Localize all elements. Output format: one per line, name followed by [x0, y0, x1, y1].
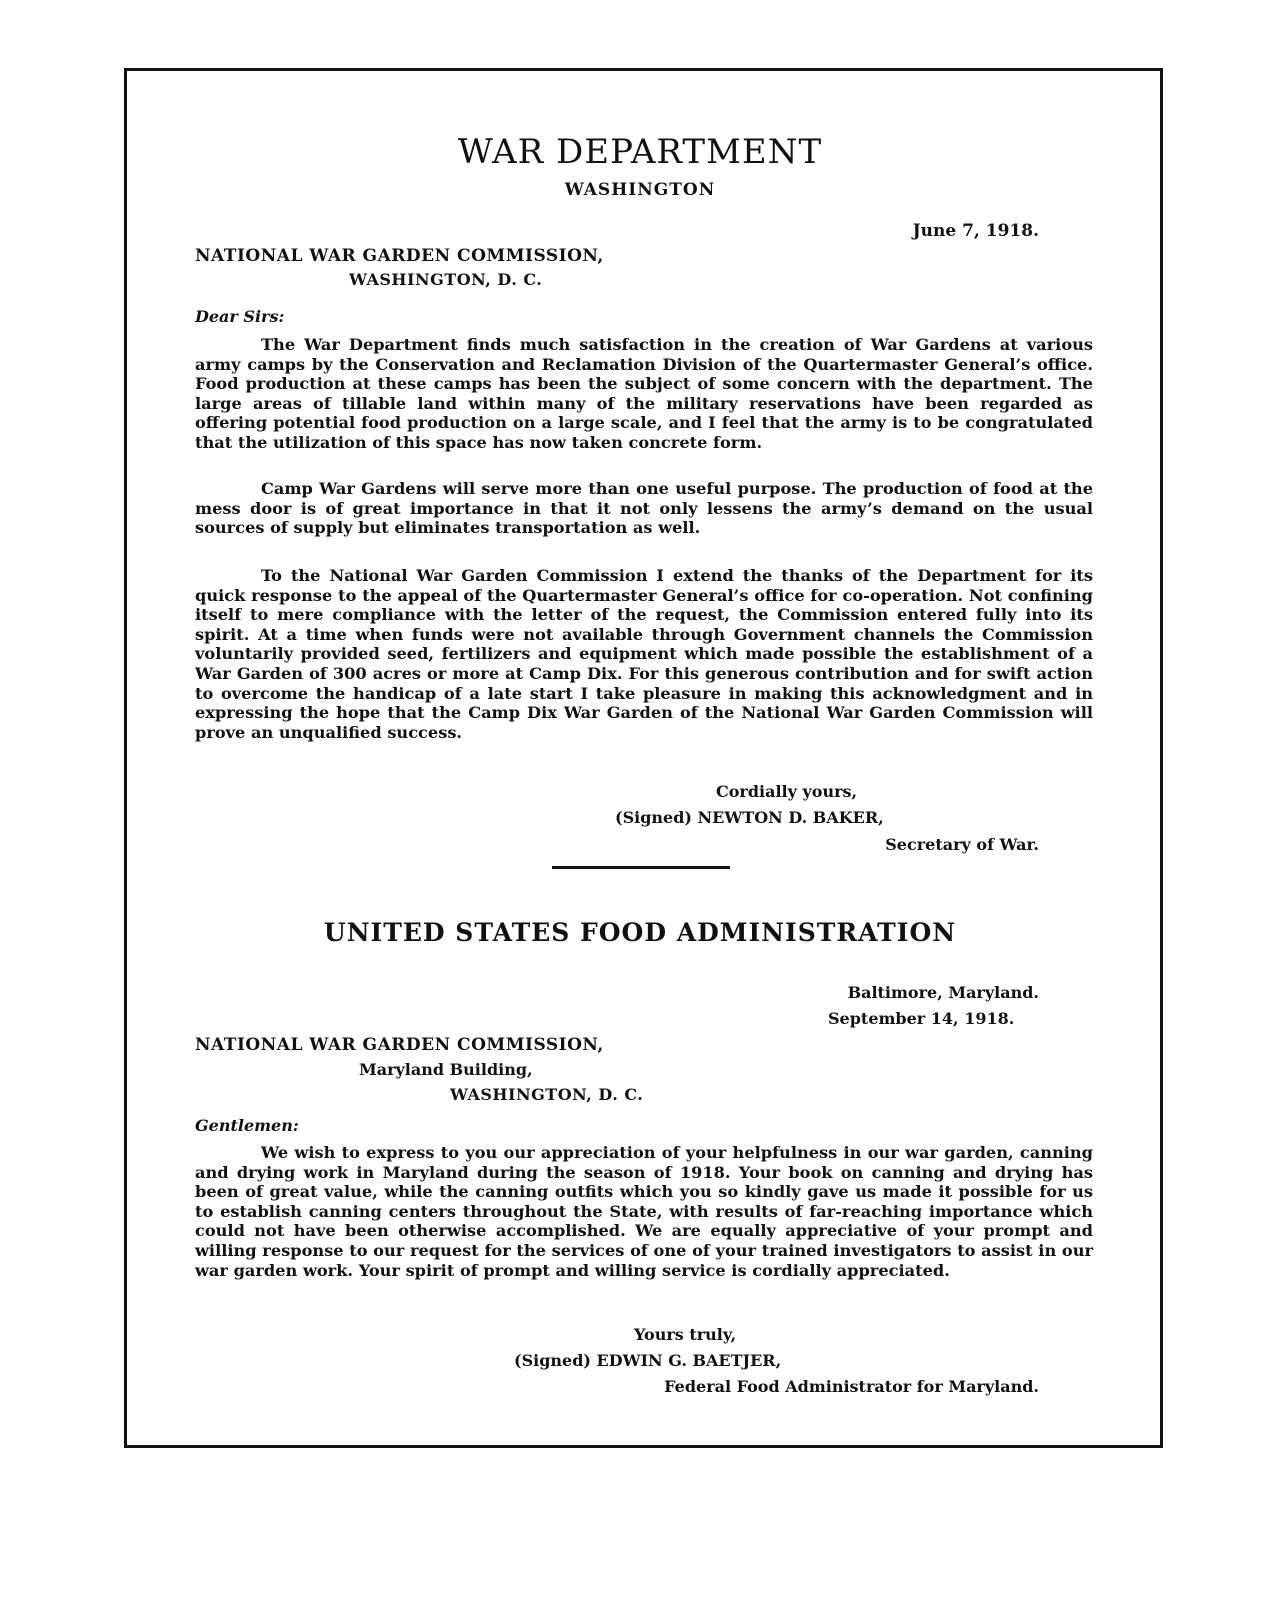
letter1-paragraph: To the National War Garden Commission I extend the thanks of the Department for its quick response to the appeal of the Quartermaster General’s office for co-operation. Not confining itself to mere compliance with the letter of the request, the Commission entered fully into its spirit. At a time when funds were not available through Government channels the Commission voluntarily provided seed, fertilizers and equipment which made possible the establishment of a War Garden of 300 acres or more at Camp Dix. For this generous contribution and for swift action to overcome the handicap of a late start I take pleasure in making this acknowledgment and in expressing the hope that the Camp Dix War Garden of the National War Garden Commission will prove an unqualified success. [195, 566, 1093, 742]
letter1-addressee-line1: NATIONAL WAR GARDEN COMMISSION, [195, 246, 604, 266]
letter2-addressee-line1: NATIONAL WAR GARDEN COMMISSION, [195, 1035, 604, 1055]
letter2-heading: UNITED STATES FOOD ADMINISTRATION [323, 918, 957, 947]
letter1-signature: (Signed) NEWTON D. BAKER, [615, 808, 884, 827]
letter1-heading: WAR DEPARTMENT [457, 132, 823, 172]
letter1-date: June 7, 1918. [912, 221, 1039, 241]
letter1-signer-title: Secretary of War. [885, 835, 1039, 854]
letter2-closing: Yours truly, [634, 1325, 737, 1344]
letter2-addressee-line2: Maryland Building, [359, 1060, 533, 1079]
letter1-paragraph: The War Department finds much satisfaction in the creation of War Gardens at various army camps by the Conservation and Reclamation Division of the Quartermaster General’s office. Food production at these camps has been the subject of some concern with the department. The large areas of tillable land within many of the military reservations have been regarded as offering potential food production on a large scale, and I feel that the army is to be congratulated that the utilization of this space has now taken concrete form. [195, 335, 1093, 452]
letter2-addressee-line3: WASHINGTON, D. C. [450, 1085, 644, 1104]
letter2-signer-title: Federal Food Administrator for Maryland. [664, 1377, 1039, 1396]
letter2-salutation: Gentlemen: [195, 1116, 299, 1135]
letter1-closing: Cordially yours, [716, 782, 858, 801]
letter1-salutation: Dear Sirs: [195, 307, 285, 326]
letter2-date: September 14, 1918. [828, 1009, 1015, 1028]
letter2-paragraph: We wish to express to you our appreciation of your helpfulness in our war garden, canning and drying work in Maryland during the season of 1918. Your book on canning and drying has been of great value, while the canning outfits which you so kindly gave us made it possible for us to establish canning centers throughout the State, with results of far-reaching importance which could not have been otherwise accomplished. We are equally appreciative of your prompt and willing response to our request for the services of one of your trained investigators to assist in our war garden work. Your spirit of prompt and willing service is cordially appreciated. [195, 1143, 1093, 1280]
letter2-place: Baltimore, Maryland. [847, 983, 1039, 1002]
section-divider [552, 866, 730, 869]
letter2-signature: (Signed) EDWIN G. BAETJER, [514, 1351, 782, 1370]
letter1-paragraph: Camp War Gardens will serve more than one useful purpose. The production of food at the mess door is of great importance in that it not only lessens the army’s demand on the usual sources of supply but eliminates transportation as well. [195, 479, 1093, 538]
letter1-addressee-line2: WASHINGTON, D. C. [349, 270, 543, 289]
letter1-subheading: WASHINGTON [564, 180, 716, 200]
